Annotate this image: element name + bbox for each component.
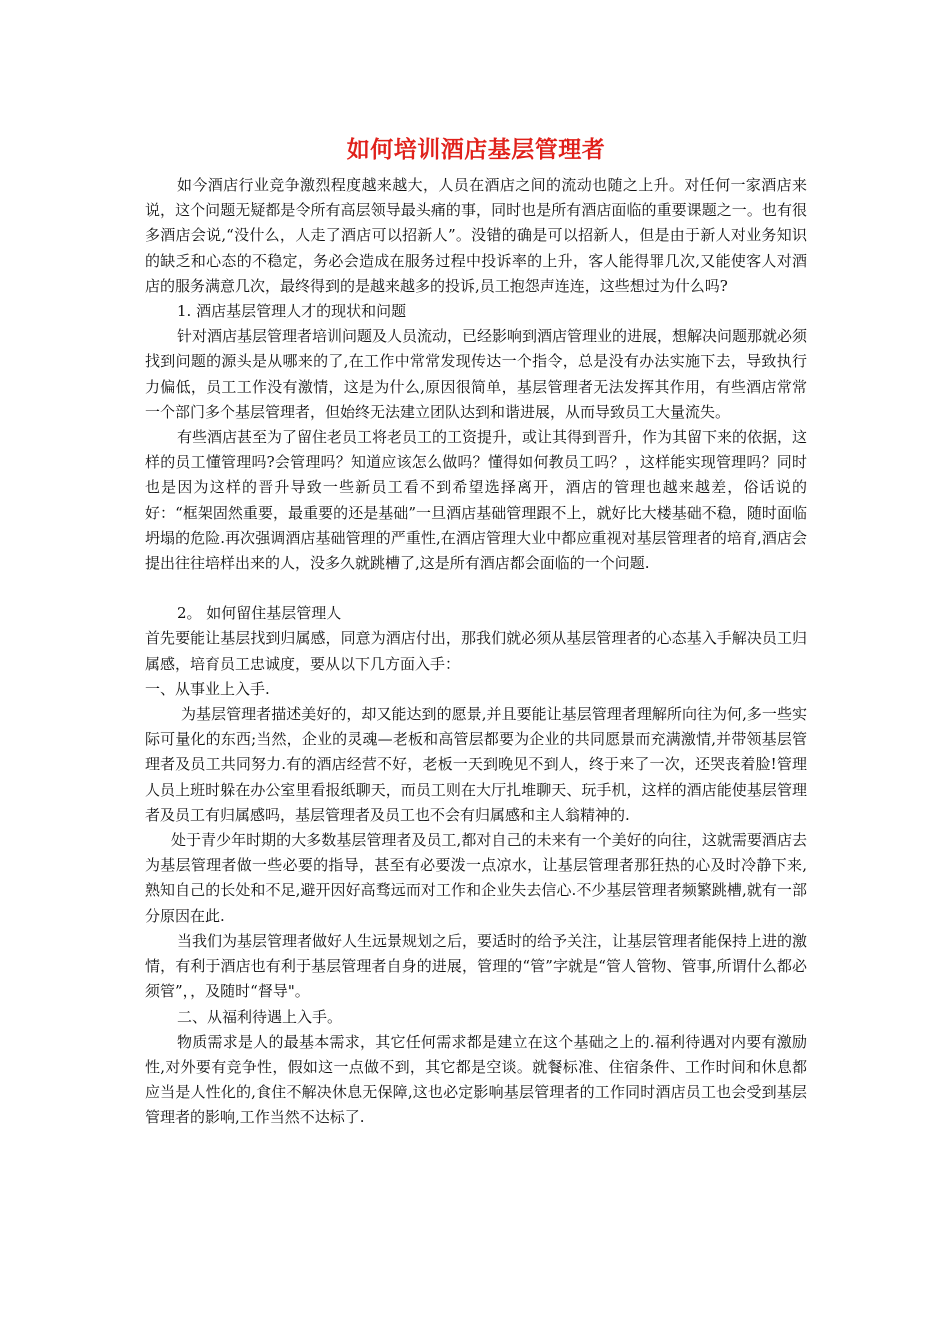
body-paragraph: 首先要能让基层找到归属感，同意为酒店付出，那我们就必须从基层管理者的心态基入手解决员工归属感，培育员工忠诚度，要从以下几方面入手： [145,629,807,673]
document-page [145,133,807,1131]
subsection-heading-2: 二、从福利待遇上入手。 [177,1007,343,1026]
body-paragraph: 物质需求是人的最基本需求，其它任何需求都是建立在这个基础之上的.福利待遇对内要有激励性,对外要有竞争性，假如这一点做不到，其它都是空谈。就餐标准、住宿条件、工作时间和休息都应当是人性化的,食住不解决休息无保障,这也必定影响基层管理者的工作同时酒店员工也会受到基层管理者的影响,工作当然不达标了. [145,1032,807,1127]
section-heading-1: 1. 酒店基层管理人才的现状和问题 [177,302,407,321]
body-paragraph: 处于青少年时期的大多数基层管理者及员工,都对自己的未来有一个美好的向往，这就需要酒店去为基层管理者做一些必要的指导，甚至有必要泼一点凉水，让基层管理者那狂热的心及时冷静下来,熟知自己的长处和不足,避开因好高骛远而对工作和企业失去信心.不少基层管理者频繁跳槽,就有一部分原因在此. [145,831,807,925]
body-paragraph: 有些酒店甚至为了留住老员工将老员工的工资提升，或让其得到晋升，作为其留下来的依据，这样的员工懂管理吗?会管理吗？知道应该怎么做吗？懂得如何教员工吗？，这样能实现管理吗？同时也是因为这样的晋升导致一些新员工看不到希望选择离开，酒店的管理也越来越差，俗话说的好：“框架固然重要，最重要的还是基础”一旦酒店基础管理跟不上，就好比大楼基础不稳，随时面临坍塌的危险.再次强调酒店基础管理的严重性,在酒店管理大业中都应重视对基层管理者的培育,酒店会提出往往培样出来的人，没多久就跳槽了,这是所有酒店都会面临的一个问题. [145,428,808,573]
section-heading-2: 2。 如何留住基层管理人 [177,604,342,623]
body-paragraph: 针对酒店基层管理者培训问题及人员流动，已经影响到酒店管理业的进展，想解决问题那就必须找到问题的源头是从哪来的了,在工作中常常发现传达一个指令，总是没有办法实施下去，导致执行力偏低，员工工作没有激情，这是为什么,原因很简单，基层管理者无法发挥其作用，有些酒店常常一个部门多个基层管理者，但始终无法建立团队达到和谐进展，从而导致员工大量流失。 [145,327,808,421]
document-title: 如何培训酒店基层管理者 [346,136,606,163]
body-paragraph: 当我们为基层管理者做好人生远景规划之后，要适时的给予关注，让基层管理者能保持上进的激情，有利于酒店也有利于基层管理者自身的进展，管理的“管”字就是“管人管物、管事,所谓什么都必须管”，，及随时“督导"。 [145,931,808,1001]
intro-paragraph: 如今酒店行业竞争激烈程度越来越大，人员在酒店之间的流动也随之上升。对任何一家酒店来说，这个问题无疑都是令所有高层领导最头痛的事，同时也是所有酒店面临的重要课题之一。也有很多酒店会说,“没什么，人走了酒店可以招新人”。没错的确是可以招新人，但是由于新人对业务知识的缺乏和心态的不稳定，务必会造成在服务过程中投诉率的上升，客人能得罪几次,又能使客人对酒店的服务满意几次，最终得到的是越来越多的投诉,员工抱怨声连连，这些想过为什么吗? [145,176,807,295]
body-paragraph: 为基层管理者描述美好的，却又能达到的愿景,并且要能让基层管理者理解所向往为何,多一些实际可量化的东西;当然，企业的灵魂—老板和高管层都要为企业的共同愿景而充满激情,并带领基层管理者及员工共同努力.有的酒店经营不好，老板一天到晚见不到人，终于来了一次，还哭丧着脸!管理人员上班时躲在办公室里看报纸聊天，而员工则在大厅扎堆聊天、玩手机，这样的酒店能使基层管理者及员工有归属感吗，基层管理者及员工也不会有归属感和主人翁精神的. [145,705,807,824]
subsection-heading-1: 一、从事业上入手. [145,679,270,698]
